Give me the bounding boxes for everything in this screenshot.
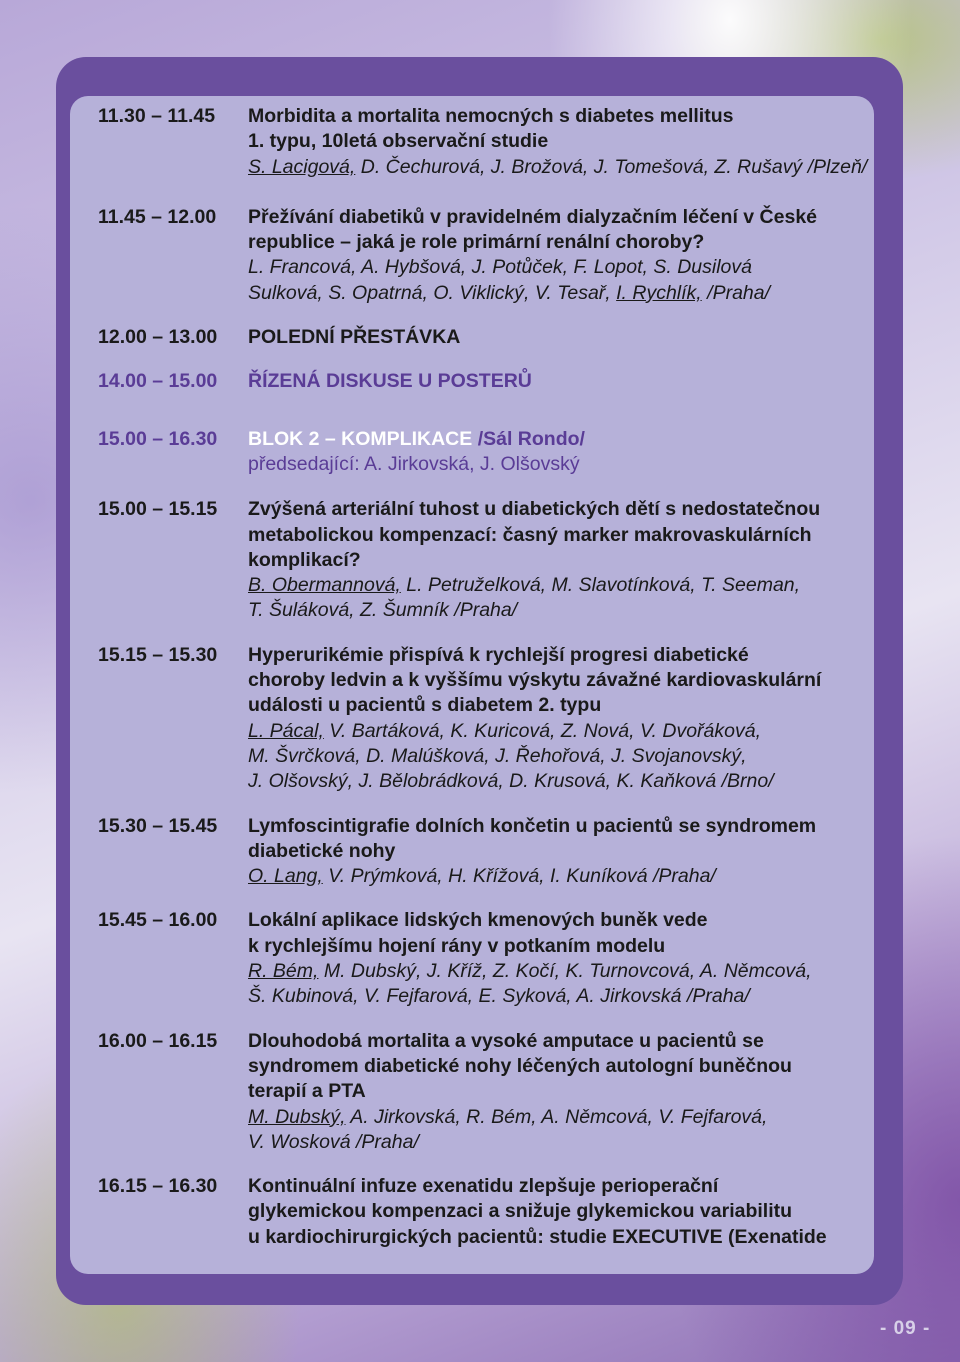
- item-time: 14.00 – 15.00: [98, 370, 218, 393]
- program-item: [98, 1174, 878, 1250]
- item-authors: L. Francová, A. Hybšová, J. Potůček, F. Lopot, S. Dusilová: [248, 256, 752, 279]
- item-authors: [248, 155, 878, 180]
- item-title-line: u kardiochirurgických pacientů: studie EXECUTIVE (Exenatide: [248, 1225, 827, 1248]
- item-authors: T. Šuláková, Z. Šumník /Praha/: [248, 599, 518, 622]
- item-title-line: diabetické nohy: [248, 839, 396, 862]
- item-time: 16.15 – 16.30: [98, 1175, 218, 1198]
- item-title-line: Morbidita a mortalita nemocných s diabetes mellitus: [248, 105, 734, 127]
- discussion-heading: ŘÍZENÁ DISKUSE U POSTERŮ: [248, 370, 532, 393]
- block-room: /Sál Rondo/: [472, 427, 585, 450]
- program-block: [98, 427, 878, 478]
- authors-text: M. Dubský, J. Kříž, Z. Kočí, K. Turnovcová, A. Němcová,: [318, 960, 812, 983]
- item-authors: V. Wosková /Praha/: [248, 1130, 419, 1153]
- item-title-line: Dlouhodobá mortalita a vysoké amputace u pacientů se: [248, 1029, 764, 1052]
- item-title-line: glykemickou kompenzaci a snižuje glykemickou variabilitu: [248, 1200, 793, 1223]
- presenter: S. Lacigová,: [248, 155, 356, 178]
- item-time: 15.00 – 16.30: [98, 427, 218, 450]
- program-item: [98, 104, 878, 180]
- authors-text: V. Prýmková, H. Křížová, I. Kuníková /Praha/: [322, 865, 716, 888]
- item-time: 15.30 – 15.45: [98, 814, 218, 837]
- presenter: R. Bém,: [248, 960, 319, 983]
- block-title: [248, 427, 878, 452]
- item-title-line: 1. typu, 10letá observační studie: [248, 130, 549, 153]
- item-title-line: metabolickou kompenzací: časný marker makrovaskulárních: [248, 523, 812, 546]
- item-authors: J. Olšovský, J. Bělobrádková, D. Krusová, K. Kaňková /Brno/: [248, 770, 774, 793]
- authors-text: Sulková, S. Opatrná, O. Viklický, V. Tesař,: [248, 281, 617, 304]
- presenter: B. Obermannová,: [248, 574, 401, 597]
- item-title-line: Zvýšená arteriální tuhost u diabetických dětí s nedostatečnou: [248, 498, 821, 521]
- item-authors: [248, 281, 878, 306]
- item-title-line: Lokální aplikace lidských kmenových buněk vede: [248, 909, 708, 932]
- block-name: BLOK 2 – KOMPLIKACE: [248, 427, 473, 450]
- item-authors: Š. Kubinová, V. Fejfarová, E. Syková, A. Jirkovská /Praha/: [248, 985, 750, 1008]
- item-title-line: Hyperurikémie přispívá k rychlejší progresi diabetické: [248, 643, 749, 666]
- item-time: 15.00 – 15.15: [98, 498, 218, 521]
- item-title-line: k rychlejšímu hojení rány v potkaním modelu: [248, 934, 666, 957]
- item-time: 11.30 – 11.45: [98, 105, 216, 127]
- item-title-line: události u pacientů s diabetem 2. typu: [248, 694, 602, 717]
- item-title-line: choroby ledvin a k vyššímu výskytu závažné kardiovaskulární: [248, 669, 822, 692]
- item-authors: [248, 573, 878, 598]
- block-chairs: předsedající: A. Jirkovská, J. Olšovský: [248, 452, 580, 475]
- authors-text: A. Jirkovská, R. Bém, A. Němcová, V. Fejfarová,: [345, 1105, 768, 1128]
- program-item: [98, 369, 878, 394]
- item-time: 16.00 – 16.15: [98, 1029, 218, 1052]
- authors-text: L. Petruželková, M. Slavotínková, T. Seeman,: [400, 574, 801, 597]
- presenter: O. Lang,: [248, 865, 323, 888]
- item-title-line: Kontinuální infuze exenatidu zlepšuje perioperační: [248, 1175, 719, 1198]
- item-time: 15.15 – 15.30: [98, 643, 218, 666]
- item-time: 12.00 – 13.00: [98, 326, 218, 349]
- item-title-line: terapií a PTA: [248, 1080, 366, 1103]
- item-title-line: republice – jaká je role primární renální choroby?: [248, 231, 705, 254]
- program-item: [98, 908, 878, 1009]
- authors-text: D. Čechurová, J. Brožová, J. Tomešová, Z. Rušavý /Plzeň/: [355, 155, 868, 178]
- authors-text: /Praha/: [701, 281, 771, 304]
- item-authors: [248, 864, 878, 889]
- program-list: [98, 104, 878, 1250]
- item-authors: M. Švrčková, D. Malúšková, J. Řehořová, J. Svojanovský,: [248, 744, 747, 767]
- presenter: M. Dubský,: [248, 1105, 346, 1128]
- item-title-line: Lymfoscintigrafie dolních končetin u pacientů se syndromem: [248, 814, 817, 837]
- authors-text: V. Bartáková, K. Kuricová, Z. Nová, V. Dvořáková,: [323, 719, 762, 742]
- program-item: [98, 643, 878, 795]
- item-title-line: Přežívání diabetiků v pravidelném dialyzačním léčení v České: [248, 205, 818, 228]
- program-item: [98, 205, 878, 306]
- program-item: [98, 814, 878, 890]
- program-item: [98, 1029, 878, 1155]
- item-title-line: syndromem diabetické nohy léčených autologní buněčnou: [248, 1054, 792, 1077]
- presenter: I. Rychlík,: [616, 281, 702, 304]
- item-authors: [248, 959, 878, 984]
- program-item: [98, 497, 878, 623]
- program-item: [98, 325, 878, 350]
- item-title-line: komplikací?: [248, 548, 361, 571]
- item-time: 11.45 – 12.00: [98, 205, 217, 228]
- page-number: - 09 -: [880, 1318, 931, 1339]
- break-heading: POLEDNÍ PŘESTÁVKA: [248, 326, 461, 349]
- item-authors: [248, 719, 878, 744]
- item-authors: [248, 1105, 878, 1130]
- presenter: L. Pácal,: [248, 719, 324, 742]
- item-time: 15.45 – 16.00: [98, 909, 218, 932]
